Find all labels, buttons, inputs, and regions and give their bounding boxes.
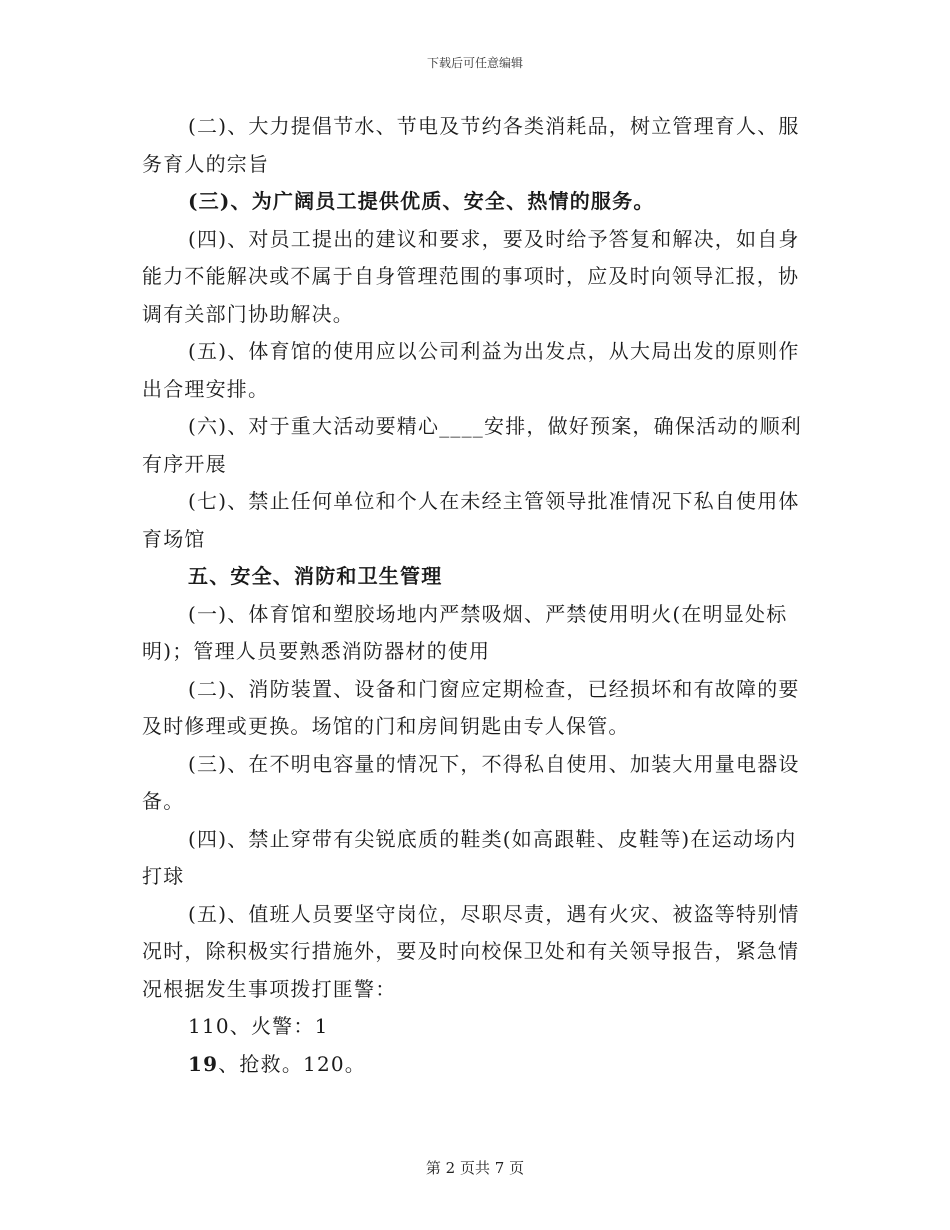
paragraph: (二)、消防装置、设备和门窗应定期检查，已经损坏和有故障的要及时修理或更换。场馆的门和房间钥匙由专人保管。 <box>142 676 800 738</box>
paragraph: 110、火警：1 <box>188 1014 329 1038</box>
paragraph: (五)、体育馆的使用应以公司利益为出发点，从大局出发的原则作出合理安排。 <box>142 339 800 401</box>
paragraph: (五)、值班人员要坚守岗位，尽职尽责，遇有火灾、被盗等特别情况时，除积极实行措施外，要及时向校保卫处和有关领导报告，紧急情况根据发生事项拨打匪警： <box>142 901 800 1001</box>
bold-number: 19 <box>188 1051 219 1076</box>
paragraph: (四)、禁止穿带有尖锐底质的鞋类(如高跟鞋、皮鞋等)在运动场内打球 <box>142 826 797 888</box>
paragraph-rest: 、抢救。120。 <box>218 1051 367 1076</box>
paragraph: (二)、大力提倡节水、节电及节约各类消耗品，树立管理育人、服务育人的宗旨 <box>142 114 800 176</box>
paragraph-last <box>142 1046 807 1084</box>
section-heading: 五、安全、消防和卫生管理 <box>188 564 443 588</box>
paragraph: (一)、体育馆和塑胶场地内严禁吸烟、严禁使用明火(在明显处标明)；管理人员要熟悉消防器材的使用 <box>142 601 788 663</box>
paragraph-bold: (三)、为广阔员工提供优质、安全、热情的服务。 <box>188 189 655 213</box>
page-header-note: 下载后可任意编辑 <box>426 56 523 70</box>
page-footer-number: 第 2 页共 7 页 <box>425 1159 525 1177</box>
paragraph: (七)、禁止任何单位和个人在未经主管领导批准情况下私自使用体育场馆 <box>142 489 800 551</box>
paragraph: (六)、对于重大活动要精心____安排，做好预案，确保活动的顺利有序开展 <box>142 414 803 476</box>
document-body <box>142 108 807 1083</box>
paragraph: (四)、对员工提出的建议和要求，要及时给予答复和解决，如自身能力不能解决或不属于自身管理范围的事项时，应及时向领导汇报，协调有关部门协助解决。 <box>142 226 800 326</box>
paragraph: (三)、在不明电容量的情况下，不得私自使用、加装大用量电器设备。 <box>142 751 800 813</box>
